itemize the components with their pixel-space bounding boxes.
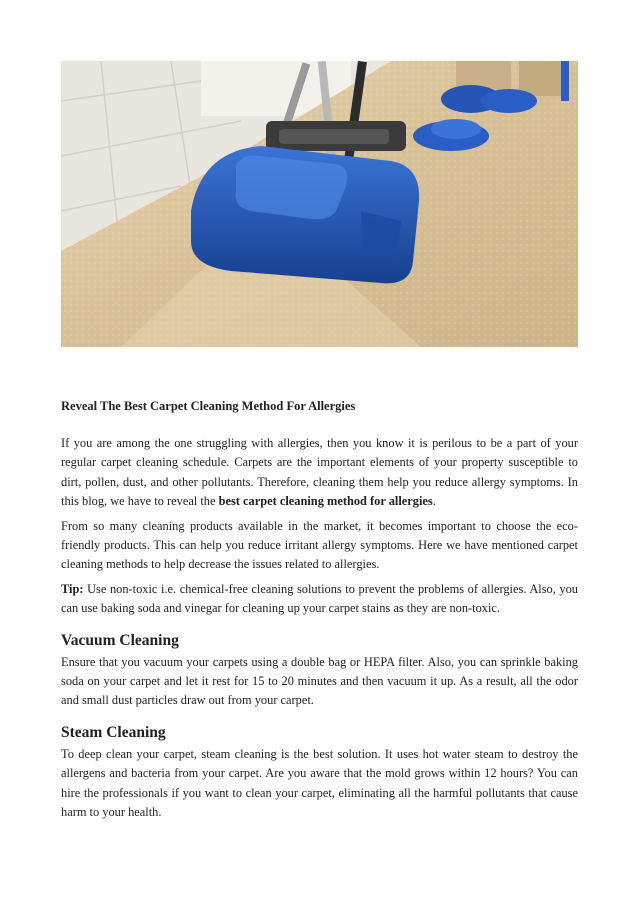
article-title: Reveal The Best Carpet Cleaning Method For Allergies [61,399,356,413]
tip-paragraph [61,580,578,619]
eco-products-paragraph: From so many cleaning products available in the market, it becomes important to choose the eco-friendly products. This can help you reduce irritant allergy symptoms. Here we have mentioned carpet cleaning methods to help decrease the issues related to allergies. [61,518,578,572]
tip-text: Use non-toxic i.e. chemical-free cleaning solutions to prevent the problems of allergies. Also, you can use baking soda and vinegar for cleaning up your carpet stains as they are non-toxic. [61,581,578,616]
vacuum-head [191,146,419,283]
article [61,397,578,828]
hero-image [61,61,578,347]
tip-label: Tip: [61,581,84,596]
carpet-cleaning-photo [61,61,578,347]
intro-text: If you are among the one struggling with allergies, then you know it is perilous to be a part of your regular carpet cleaning schedule. Carpets are the important elements of your property susceptible to dirt, pollen, dust, and other pollutants. Therefore, cleaning them help you reduce allergy symptoms. In this blog, we have to reveal the [61,436,578,509]
intro-paragraph [61,434,578,512]
intro-bold-link-text: best carpet cleaning method for allergies [218,494,433,509]
section-body-vacuum: Ensure that you vacuum your carpets using a double bag or HEPA filter. Also, you can sprinkle baking soda on your carpet and let it rest for 15 to 20 minutes and then vacuum it up. As a result, all the odor and small dust particles draw out from your carpet. [61,654,578,708]
section-body-steam: To deep clean your carpet, steam cleaning is the best solution. It uses hot water steam to destroy the allergens and bacteria from your carpet. Are you aware that the mold grows within 12 hours? You can hire the professionals if you want to clean your carpet, eliminating all the harmful pollutants that cause harm to your health. [61,746,578,820]
section-heading-vacuum: Vacuum Cleaning [61,631,179,649]
section-heading-steam: Steam Cleaning [61,723,166,741]
intro-text-end: . [432,494,436,509]
